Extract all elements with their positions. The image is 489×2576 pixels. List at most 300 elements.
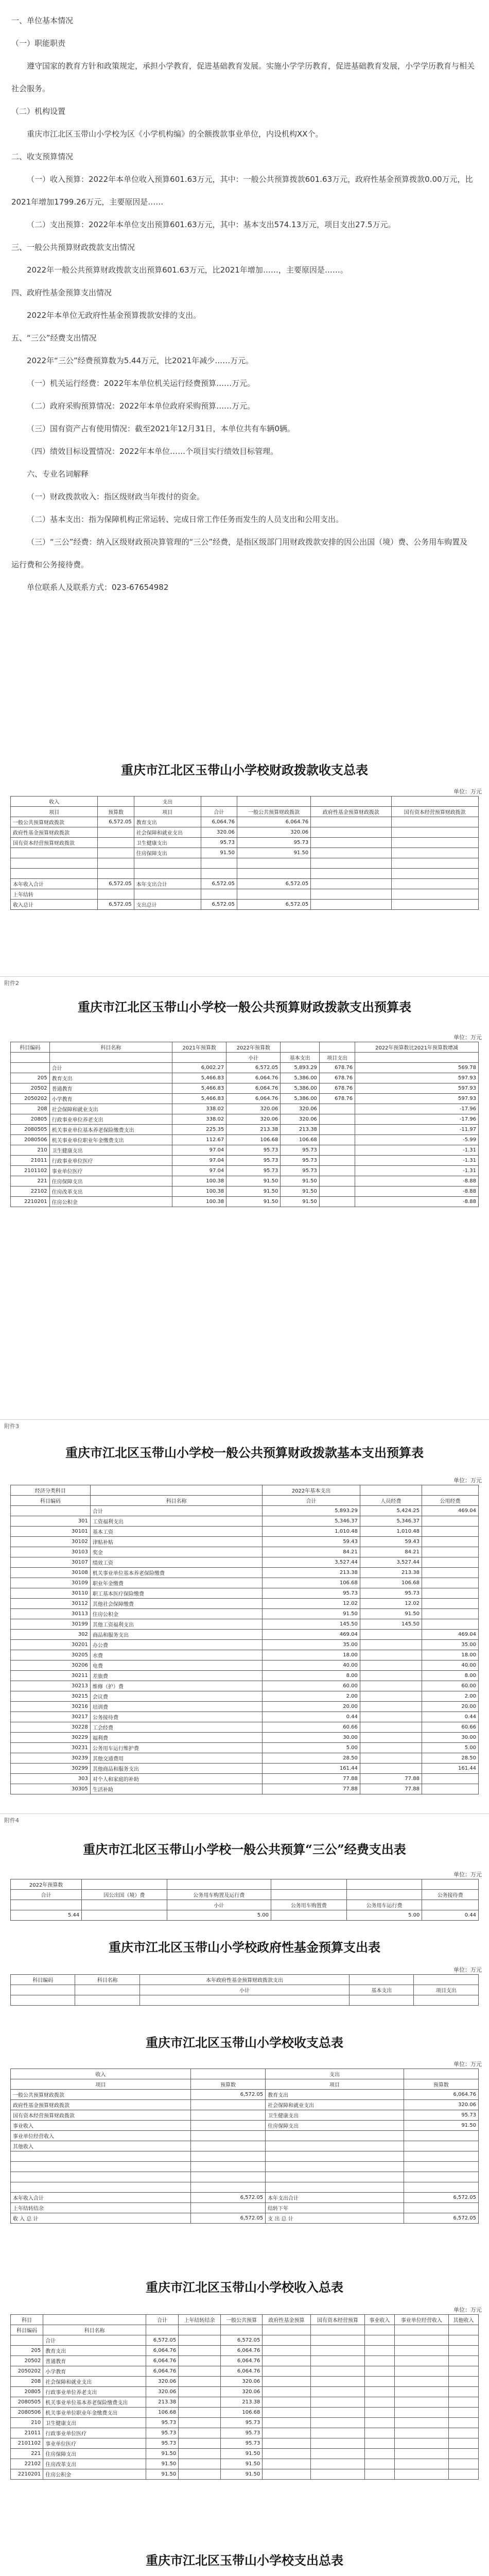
table-cell: 商品和服务支出 — [90, 1630, 262, 1640]
table-cell: 77.88 — [263, 1784, 360, 1794]
table-cell: 106.68 — [263, 1578, 360, 1588]
table-cell: 5,346.37 — [360, 1516, 422, 1527]
table-cell: 95.73 — [237, 838, 311, 848]
table-cell: 卫生健康支出 — [266, 2110, 404, 2121]
table-cell: 30213 — [11, 1681, 91, 1691]
table-row — [11, 869, 479, 879]
table-cell: 1,010.48 — [360, 1527, 422, 1537]
column-header — [11, 1985, 75, 1995]
column-header: 科目名称 — [43, 2325, 146, 2335]
table-row — [11, 858, 479, 869]
table-cell — [263, 2366, 310, 2377]
column-header: 合计 — [146, 2315, 179, 2325]
table-cell: 普通教育 — [49, 1083, 172, 1094]
table-cell — [422, 1784, 478, 1794]
column-header: 项目 — [11, 807, 98, 817]
table-cell — [11, 1506, 91, 1516]
table-cell: 6,064.76 — [201, 817, 237, 827]
table-cell: 6,064.76 — [226, 1094, 281, 1104]
table-cell: 教育支出 — [43, 2346, 146, 2356]
table-cell: 6,064.76 — [404, 2090, 478, 2100]
column-header: 预算数 — [98, 807, 134, 817]
table-cell — [422, 1774, 478, 1784]
table2-unit: 单位：万元 — [453, 1034, 482, 1041]
table-cell: 91.50 — [201, 848, 237, 858]
table-cell — [391, 838, 479, 848]
table-cell — [364, 2469, 394, 2480]
column-header: 项目支出 — [414, 1985, 479, 1995]
table-cell — [201, 858, 237, 869]
table-cell — [360, 1702, 422, 1712]
column-header: 事业收入 — [364, 2315, 394, 2325]
table-cell: -11.97 — [355, 1125, 479, 1135]
column-header: 国有资本经营预算 — [310, 2315, 364, 2325]
table-cell: 338.02 — [172, 1114, 226, 1125]
table-cell: 本年支出合计 — [134, 879, 201, 889]
table-cell: 213.38 — [360, 1568, 422, 1578]
table-cell — [394, 2469, 448, 2480]
table5-unit: 单位：万元 — [453, 1967, 482, 1973]
table-cell: 5.00 — [422, 1743, 478, 1753]
table-cell — [391, 900, 479, 910]
table-cell — [311, 817, 391, 827]
revenue-expenditure-summary-table — [10, 796, 479, 910]
column-header — [319, 1042, 355, 1053]
table-cell — [179, 2397, 221, 2408]
table-cell: 行政事业单位养老支出 — [49, 1114, 172, 1125]
table-cell: 工资福利支出 — [90, 1516, 262, 1527]
table-cell: 28.50 — [422, 1753, 478, 1764]
table-cell: 678.76 — [319, 1083, 355, 1094]
table-cell: 其他商品和服务支出 — [90, 1764, 262, 1774]
table-cell: 基本工资 — [90, 1527, 262, 1537]
table-cell: 教育支出 — [134, 817, 201, 827]
paragraph: 遵守国家的教育方针和政策规定，承担小学教育，促进基础教育发展。实施小学学历教育，促进基础教育发展，小学学历教育与相关社会服务。 — [11, 61, 475, 93]
table-row — [11, 900, 479, 910]
table-cell: 其他社会保障缴费 — [90, 1599, 262, 1609]
table-cell: 106.68 — [220, 2408, 263, 2418]
table-cell: 5,466.83 — [172, 1083, 226, 1094]
basic-expenditure-table — [10, 1485, 479, 1794]
table-cell — [310, 2459, 364, 2469]
column-header — [263, 2325, 310, 2335]
table-cell — [237, 858, 311, 869]
table-cell — [311, 879, 391, 889]
table-cell: 91.50 — [281, 1197, 320, 1207]
table-cell: 100.38 — [172, 1176, 226, 1187]
table-cell: 住房公积金 — [43, 2469, 146, 2480]
table-cell — [360, 1753, 422, 1764]
table-cell — [311, 848, 391, 858]
table-row — [11, 2377, 479, 2387]
table-row — [11, 2428, 479, 2438]
table-cell: 59.43 — [263, 1537, 360, 1547]
table-cell: 电费 — [90, 1660, 262, 1671]
table-cell — [449, 2418, 479, 2428]
column-header — [82, 1879, 167, 1890]
table-cell — [364, 2366, 394, 2377]
column-header — [350, 1975, 414, 1985]
table-cell: 30206 — [11, 1660, 91, 1671]
table-cell — [364, 2356, 394, 2366]
column-header — [49, 1053, 172, 1063]
table-cell: 91.50 — [220, 2469, 263, 2480]
table-cell: 91.50 — [146, 2469, 179, 2480]
column-header: 2022年预算数 — [226, 1042, 281, 1053]
table-cell — [237, 869, 311, 879]
table-cell: -1.31 — [355, 1145, 479, 1156]
table-cell — [394, 2397, 448, 2408]
column-header: 经济分类科目 — [11, 1485, 91, 1496]
table-cell — [391, 869, 479, 879]
table-cell: 91.50 — [263, 1609, 360, 1619]
table-cell: 3,527.44 — [360, 1557, 422, 1568]
column-header: 小计 — [139, 1985, 349, 1995]
table-cell: -17.96 — [355, 1114, 479, 1125]
column-header: 基本支出 — [281, 1053, 320, 1063]
table-cell — [391, 848, 479, 858]
column-header — [43, 2315, 146, 2325]
table-cell — [263, 2418, 310, 2428]
table-cell — [134, 858, 201, 869]
column-header: 因公出国（境）费 — [82, 1890, 167, 1900]
table-cell — [364, 2377, 394, 2387]
column-header — [190, 2069, 265, 2079]
table-cell: 0.44 — [422, 1712, 478, 1722]
table-header-row — [11, 1496, 479, 1506]
table-row — [11, 1537, 479, 1547]
table-cell: -8.88 — [355, 1187, 479, 1197]
column-header: 公务用车运行费 — [346, 1900, 422, 1910]
table-cell — [391, 858, 479, 869]
table-cell: 95.73 — [226, 1166, 281, 1176]
table-cell: 84.21 — [360, 1547, 422, 1557]
table-cell: 2080506 — [11, 2408, 43, 2418]
general-budget-expenditure-table — [10, 1042, 479, 1207]
table-cell: 6,064.76 — [146, 2346, 179, 2356]
table-header-row — [11, 1042, 479, 1053]
table-cell: 5,386.00 — [281, 1073, 320, 1083]
table-cell: 106.68 — [360, 1578, 422, 1588]
table-row — [11, 2449, 479, 2459]
table-cell: 320.06 — [226, 1104, 281, 1114]
table-cell — [364, 2418, 394, 2428]
table-cell — [404, 2182, 478, 2193]
table-cell — [179, 2438, 221, 2449]
table-row — [11, 1784, 479, 1794]
table-cell: 福利费 — [90, 1733, 262, 1743]
table-cell — [319, 1187, 355, 1197]
table-cell — [310, 2397, 364, 2408]
column-header — [172, 1053, 226, 1063]
table-cell — [404, 2162, 478, 2172]
table-cell: 6,572.05 — [146, 2335, 179, 2346]
table-cell — [310, 2346, 364, 2356]
table-cell — [263, 2377, 310, 2387]
table-cell: 2050202 — [11, 1094, 50, 1104]
table-cell: 5,424.25 — [360, 1506, 422, 1516]
table-cell — [394, 2356, 448, 2366]
table-cell: 机关事业单位职业年金缴费支出 — [49, 1135, 172, 1145]
table-cell: 18.00 — [422, 1650, 478, 1660]
table-cell: 生活补助 — [90, 1784, 262, 1794]
table-cell — [404, 2131, 478, 2141]
column-header: 收入 — [11, 796, 98, 807]
table-row — [11, 1743, 479, 1753]
table-cell: 91.50 — [226, 1187, 281, 1197]
column-header — [75, 1985, 139, 1995]
table-cell: 30215 — [11, 1691, 91, 1702]
table-cell — [201, 889, 237, 900]
table-cell — [263, 2459, 310, 2469]
table-cell — [201, 869, 237, 879]
table-cell — [179, 2377, 221, 2387]
table-row — [11, 1910, 479, 1921]
column-header — [281, 1042, 320, 1053]
table-cell: 320.06 — [201, 827, 237, 838]
table-cell: 津贴补贴 — [90, 1537, 262, 1547]
table-cell: 221 — [11, 2449, 43, 2459]
section-heading: 三、一般公共预算财政拨款支出情况 — [11, 243, 135, 252]
table-cell: 30305 — [11, 1784, 91, 1794]
table-row — [11, 817, 479, 827]
column-header — [90, 1485, 262, 1496]
table-cell: 320.06 — [226, 1114, 281, 1125]
table-cell — [422, 1578, 478, 1588]
figure-tag: 附件4 — [4, 1817, 19, 1824]
table-row — [11, 1630, 479, 1640]
table-cell: 469.04 — [422, 1506, 478, 1516]
table-cell: 30205 — [11, 1650, 91, 1660]
table-cell: -5.99 — [355, 1135, 479, 1145]
table-cell — [263, 2356, 310, 2366]
table-cell: 2101102 — [11, 2438, 43, 2449]
table-cell: 12.02 — [263, 1599, 360, 1609]
column-header — [449, 2325, 479, 2335]
table-cell: 95.73 — [281, 1145, 320, 1156]
table-cell — [98, 827, 134, 838]
table-row — [11, 2090, 479, 2100]
column-header — [271, 1890, 346, 1900]
table-cell: 597.93 — [355, 1094, 479, 1104]
table-cell: 公务接待费 — [90, 1712, 262, 1722]
table-cell — [82, 1910, 167, 1921]
table-cell: 35.00 — [263, 1640, 360, 1650]
column-header — [82, 1900, 167, 1910]
table-cell — [311, 858, 391, 869]
column-header: 科目名称 — [90, 1496, 262, 1506]
table-row — [11, 848, 479, 858]
table-cell: 6,572.05 — [201, 879, 237, 889]
table-cell: 5.00 — [346, 1910, 422, 1921]
table-cell — [449, 2469, 479, 2480]
table-cell — [98, 889, 134, 900]
table-cell: 59.43 — [360, 1537, 422, 1547]
table-cell: 91.50 — [220, 2449, 263, 2459]
table-cell — [449, 2356, 479, 2366]
table-cell: 其他交通费用 — [90, 1753, 262, 1764]
column-header: 政府性基金预算财政拨款 — [311, 807, 391, 817]
table-cell — [422, 1557, 478, 1568]
table-cell — [360, 1743, 422, 1753]
table-row — [11, 1094, 479, 1104]
table-cell — [319, 1104, 355, 1114]
table-cell: 303 — [11, 1774, 91, 1784]
table-cell: -8.88 — [355, 1197, 479, 1207]
table-cell: 112.67 — [172, 1135, 226, 1145]
table-row — [11, 2100, 479, 2110]
table-cell — [266, 2131, 404, 2141]
table-row — [11, 2356, 479, 2366]
table-cell — [311, 900, 391, 910]
table-cell: 收 入 总 计 — [11, 2213, 191, 2224]
table-cell: 145.50 — [263, 1619, 360, 1630]
table-cell — [271, 1910, 346, 1921]
table-cell — [190, 2141, 265, 2151]
column-header: 公用经费 — [422, 1496, 478, 1506]
table6-unit: 单位：万元 — [453, 2061, 482, 2067]
table-cell: 30110 — [11, 1588, 91, 1599]
table-cell: 469.04 — [422, 1630, 478, 1640]
column-header: 科目编码 — [11, 2325, 43, 2335]
column-header: 科目 — [11, 2315, 43, 2325]
paragraph: （四）绩效目标设置情况：2022年本单位……个项目实行绩效目标管理。 — [27, 447, 278, 456]
table-cell: 支 出 总 计 — [266, 2213, 404, 2224]
column-header — [414, 1975, 479, 1985]
table-cell — [310, 2335, 364, 2346]
income-table — [10, 2314, 479, 2480]
table-header-row — [11, 1879, 479, 1890]
column-header — [364, 2325, 394, 2335]
table-cell — [310, 2356, 364, 2366]
table-cell — [319, 1166, 355, 1176]
table-cell: 绩效工资 — [90, 1557, 262, 1568]
table-cell — [190, 2203, 265, 2213]
table-cell: 28.50 — [263, 1753, 360, 1764]
table-cell: 本年收入合计 — [11, 879, 98, 889]
table-row — [11, 1733, 479, 1743]
column-header: 2022年预算数比2021年预算数增减 — [355, 1042, 479, 1053]
table-cell: 会议费 — [90, 1691, 262, 1702]
table-cell: 95.73 — [146, 2418, 179, 2428]
table-cell — [394, 2438, 448, 2449]
table-cell: 77.88 — [360, 1784, 422, 1794]
table-cell — [179, 2335, 221, 2346]
table-cell — [404, 2172, 478, 2182]
column-header — [310, 2325, 364, 2335]
table-cell: 210 — [11, 1145, 50, 1156]
table4-title: 重庆市江北区玉带山小学校一般公共预算“三公”经费支出表 — [83, 1842, 406, 1857]
table-cell — [134, 889, 201, 900]
table-cell: 6,572.05 — [98, 900, 134, 910]
table-cell — [190, 2162, 265, 2172]
table-cell: 30229 — [11, 1733, 91, 1743]
table-cell: 合计 — [90, 1506, 262, 1516]
table-cell — [319, 1145, 355, 1156]
table-cell: 95.73 — [226, 1156, 281, 1166]
table-cell: 住房改革支出 — [43, 2459, 146, 2469]
table-cell — [11, 2162, 191, 2172]
table-cell — [319, 1176, 355, 1187]
table-header-row — [11, 796, 479, 807]
table-cell: 30217 — [11, 1712, 91, 1722]
table-row — [11, 1671, 479, 1681]
table-row — [11, 2172, 479, 2182]
column-header — [422, 1900, 479, 1910]
table-cell: 469.04 — [263, 1630, 360, 1640]
table-row — [11, 1753, 479, 1764]
table-cell: 95.73 — [201, 838, 237, 848]
table-cell — [364, 2408, 394, 2418]
table-cell: 302 — [11, 1630, 91, 1640]
table-cell: 205 — [11, 1073, 50, 1083]
table-cell — [266, 2162, 404, 2172]
table-row — [11, 1506, 479, 1516]
table-row — [11, 1527, 479, 1537]
table-cell — [422, 1609, 478, 1619]
table-cell: 2.00 — [422, 1691, 478, 1702]
table-cell — [310, 2428, 364, 2438]
table-cell: 208 — [11, 1104, 50, 1114]
table-cell — [360, 1660, 422, 1671]
table-cell: 678.76 — [319, 1073, 355, 1083]
table-cell: 30.00 — [422, 1733, 478, 1743]
table-row — [11, 2438, 479, 2449]
table-cell — [422, 1527, 478, 1537]
column-header — [346, 1890, 422, 1900]
table-cell: 20502 — [11, 2356, 43, 2366]
table-cell: 678.76 — [319, 1094, 355, 1104]
table-cell: 30112 — [11, 1599, 91, 1609]
column-header: 支出 — [134, 796, 201, 807]
table-header-row — [11, 1985, 479, 1995]
table-cell: 22102 — [11, 2459, 43, 2469]
table-row — [11, 1557, 479, 1568]
table-cell — [98, 869, 134, 879]
table-cell: 3,527.44 — [263, 1557, 360, 1568]
table-cell: 0.44 — [263, 1712, 360, 1722]
table-cell: 6,064.76 — [220, 2356, 263, 2366]
table-cell — [263, 2438, 310, 2449]
column-header: 公务接待费 — [422, 1890, 479, 1900]
table-row — [11, 2151, 479, 2162]
column-header — [167, 1879, 271, 1890]
table-cell: 5,893.29 — [281, 1063, 320, 1073]
table-cell: 2080505 — [11, 2397, 43, 2408]
table-cell — [263, 2428, 310, 2438]
table-cell: 91.50 — [360, 1609, 422, 1619]
table-cell: 145.50 — [360, 1619, 422, 1630]
column-header — [422, 1879, 479, 1890]
column-header: 其他收入 — [449, 2315, 479, 2325]
table-cell — [190, 2110, 265, 2121]
column-header — [179, 2325, 221, 2335]
table-row — [11, 1547, 479, 1557]
table-cell — [179, 2418, 221, 2428]
table-row — [11, 838, 479, 848]
table-cell: 60.00 — [263, 1681, 360, 1691]
table-cell: 事业单位医疗 — [49, 1166, 172, 1176]
table-cell: 320.06 — [220, 2377, 263, 2387]
table-cell: 95.73 — [360, 1588, 422, 1599]
table-cell: 支出总计 — [134, 900, 201, 910]
table-cell: 5.00 — [167, 1910, 271, 1921]
table-cell — [360, 1712, 422, 1722]
column-header: 项目 — [134, 807, 201, 817]
table-cell: 上年结转结余 — [11, 2203, 191, 2213]
table-cell — [266, 2141, 404, 2151]
column-header — [404, 2069, 478, 2079]
